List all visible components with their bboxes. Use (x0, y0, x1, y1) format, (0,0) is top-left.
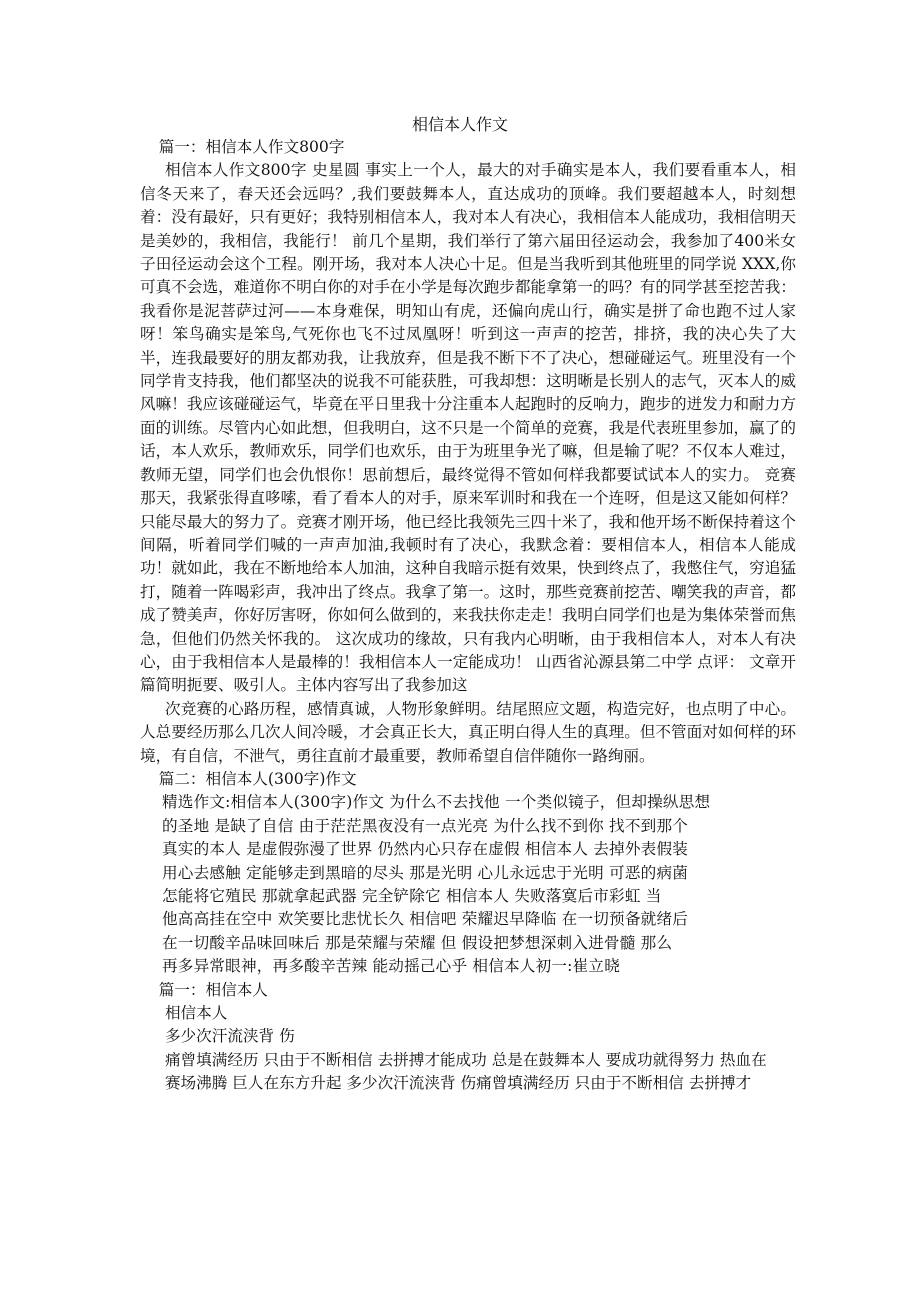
body-line: 痛曾填满经历 只由于不断相信 去拼搏才能成功 总是在鼓舞本人 要成功就得努力 热血在 (164, 1050, 767, 1069)
section-heading: 篇一：相信本人作文800字 (158, 138, 345, 156)
poem-line: 的圣地 是缺了自信 由于茫茫黑夜没有一点光亮 为什么找不到你 找不到那个 (162, 816, 689, 835)
body-paragraph: 相信本人作文800字 史星圆 事实上一个人，最大的对手确实是本人，我们要看重本人，相信冬天来了，春天还会远吗？,我们要鼓舞本人，直达成功的顶峰。我们要超越本人，时刻想着：没有最好，只有更好；我特别相信本人，我对本人有决心，我相信本人能成功，我相信明天是美妙的，我相信，我能行！ 前几个星期，我们举行了第六届田径运动会，我参加了400米女子田径运动会这个工程。刚开场，我对本人决心十足。但是当我听到其他班里的同学说 XXX,你可真不会选，难道你不明白你的对手在小学是每次跑步都能拿第一的吗？有的同学甚至挖苦我：我看你是泥菩萨过河——本身难保，明知山有虎，还偏向虎山行，确实是拼了命也跑不过人家呀！笨鸟确实是笨鸟,气死你也飞不过凤凰呀！听到这一声声的挖苦，排挤，我的决心失了大半，连我最要好的朋友都劝我，让我放弃，但是我不断下不了决心，想碰碰运气。班里没有一个同学肯支持我，他们都坚决的说我不可能获胜，可我却想：这明晰是长别人的志气，灭本人的威风嘛！我应该碰碰运气，毕竟在平日里我十分注重本人起跑时的反响力，跑步的迸发力和耐力方面的训练。尽管内心如此想，但我明白，这不只是一个简单的竞赛，我是代表班里参加，赢了的话，本人欢乐，教师欢乐，同学们也欢乐，由于为班里争光了嘛，但是输了呢？不仅本人难过，教师无望，同学们也会仇恨你！思前想后，最终觉得不管如何样我都要试试本人的实力。 竞赛那天，我紧张得直哆嗦，看了看本人的对手，原来军训时和我在一个连呀，但是这又能如何样？只能尽最大的努力了。竞赛才刚开场，他已经比我领先三四十米了，我和他开场不断保持着这个间隔，听着同学们喊的一声声加油,我顿时有了决心，我默念着：要相信本人，相信本人能成功！就如此，我在不断地给本人加油，这种自我暗示挺有效果，快到终点了，我憋住气，穷追猛打，随着一阵喝彩声，我冲出了终点。我拿了第一。这时，那些竞赛前挖苦、嘲笑我的声音，都成了赞美声，你好厉害呀，你如何么做到的，来我扶你走走！我明白同学们也是为集体荣誉而焦急，但他们仍然关怀我的。 这次成功的缘故，只有我内心明晰，由于我相信本人，对本人有决心，由于我相信本人是最棒的！我相信本人一定能成功！ 山西省沁源县第二中学 点评： 文章开篇简明扼要、吸引人。主体内容写出了我参加这 (140, 161, 796, 695)
body-line: 多少次汗流浃背 伤 (164, 1027, 295, 1046)
section-heading: 篇二：相信本人(300字)作文 (158, 769, 357, 788)
poem-line: 真实的本人 是虚假弥漫了世界 仍然内心只存在虚假 相信本人 去掉外表假装 (162, 840, 689, 859)
poem-line: 再多异常眼神，再多酸辛苦辣 能动摇己心乎 相信本人初一:崔立晓 (162, 957, 620, 976)
poem-block (162, 791, 796, 978)
section-heading: 篇一：相信本人 (158, 980, 268, 999)
poem-line: 用心去感触 定能够走到黑暗的尽头 那是光明 心儿永远忠于光明 可恶的病菌 (162, 863, 689, 882)
body-line: 赛场沸腾 巨人在东方升起 多少次汗流浃背 伤痛曾填满经历 只由于不断相信 去拼搏才 (164, 1074, 752, 1093)
poem-line: 他高高挂在空中 欢笑要比悲忧长久 相信吧 荣耀迟早降临 在一切预备就绪后 (162, 910, 689, 929)
body-paragraph: 次竞赛的心路历程，感情真诚，人物形象鲜明。结尾照应文题，构造完好，也点明了中心。 人总要经历那么几次人间冷暖，才会真正长大，真正明白得人生的真理。但不管面对如何样的环境，有自信，不泄气，勇往直前才最重要，教师希望自信伴随你一路绚丽。 (140, 699, 796, 765)
poem-line: 怎能将它殖民 那就拿起武器 完全铲除它 相信本人 失败落寞后市彩虹 当 (162, 887, 662, 905)
poem-line: 在一切酸辛品味回味后 那是荣耀与荣耀 但 假设把梦想深刺入进骨髓 那么 (162, 933, 673, 952)
poem-line: 精选作文:相信本人(300字)作文 为什么不去找他 一个类似镜子，但却操纵思想 (162, 793, 711, 812)
document-title: 相信本人作文 (411, 115, 508, 134)
document-body (140, 136, 796, 1096)
section-subtitle: 相信本人 (164, 1004, 228, 1023)
